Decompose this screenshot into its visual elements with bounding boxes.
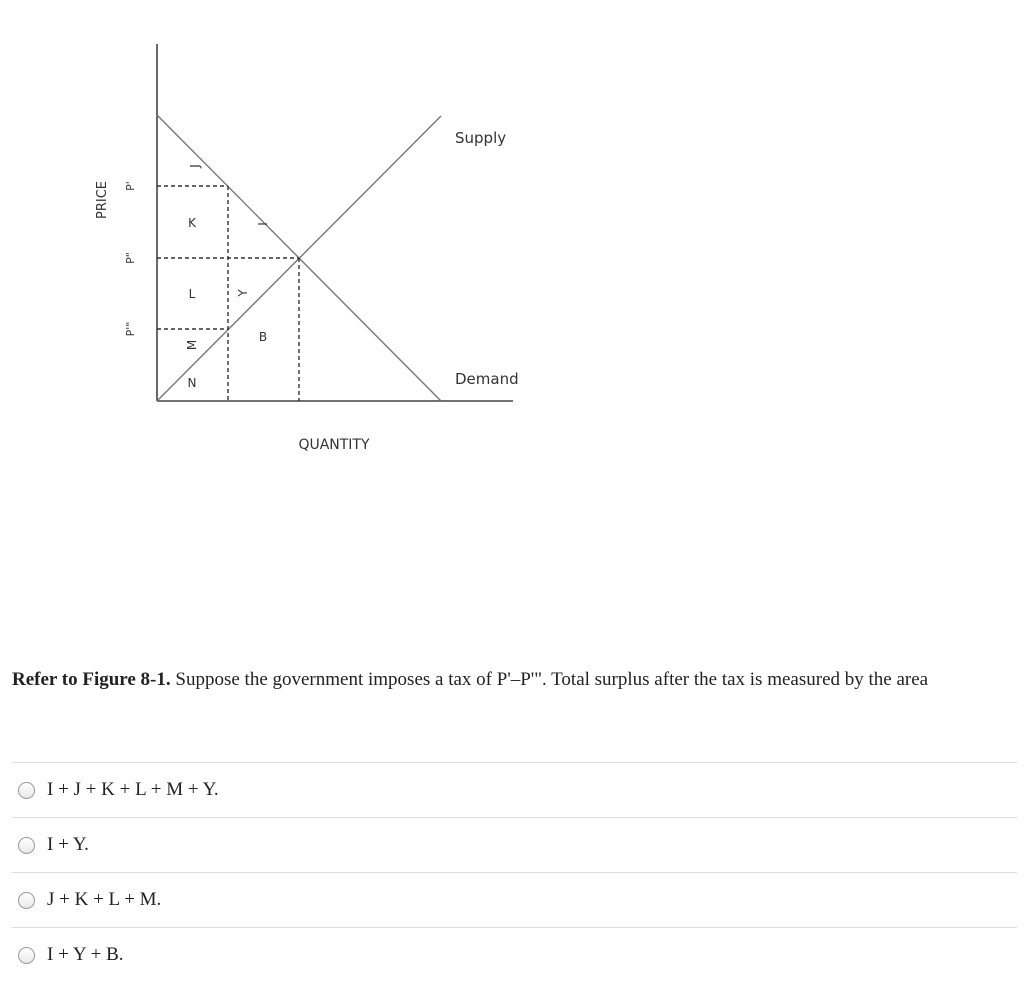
area-label-y: Y: [236, 289, 250, 297]
question-lead: Refer to Figure 8-1.: [12, 669, 171, 690]
answer-option-label: J + K + L + M.: [47, 889, 162, 910]
axis-x-label: QUANTITY: [298, 437, 370, 453]
answer-option-4[interactable]: [12, 927, 1017, 982]
area-label-b: B: [258, 330, 268, 344]
area-label-k: K: [188, 216, 196, 230]
figure-8-1-diagram: [0, 0, 1024, 470]
answer-option-3[interactable]: [12, 872, 1017, 927]
price-label-p1: P': [124, 181, 137, 191]
area-label-j: J: [188, 164, 202, 168]
radio-button[interactable]: [18, 837, 35, 854]
answer-option-label: I + J + K + L + M + Y.: [47, 779, 219, 800]
area-label-l: L: [188, 287, 196, 301]
price-label-p3: P'": [124, 321, 137, 337]
radio-button[interactable]: [18, 782, 35, 799]
price-label-p2: P": [124, 252, 137, 264]
answer-option-label: I + Y.: [47, 834, 89, 855]
question-body: Suppose the government imposes a tax of P'–P'". Total surplus after the tax is measured by the area: [170, 669, 929, 690]
demand-label: Demand: [455, 370, 519, 388]
radio-button[interactable]: [18, 947, 35, 964]
area-label-i: I: [256, 222, 270, 226]
area-label-n: N: [187, 376, 197, 390]
answer-option-2[interactable]: [12, 817, 1017, 872]
supply-label: Supply: [455, 129, 507, 147]
answer-options: [12, 762, 1017, 982]
answer-option-label: I + Y + B.: [47, 944, 124, 965]
answer-option-1[interactable]: [12, 762, 1017, 817]
question-text: [12, 664, 1012, 696]
radio-button[interactable]: [18, 892, 35, 909]
area-label-m: M: [185, 339, 199, 351]
axis-y-label: PRICE: [95, 181, 110, 219]
